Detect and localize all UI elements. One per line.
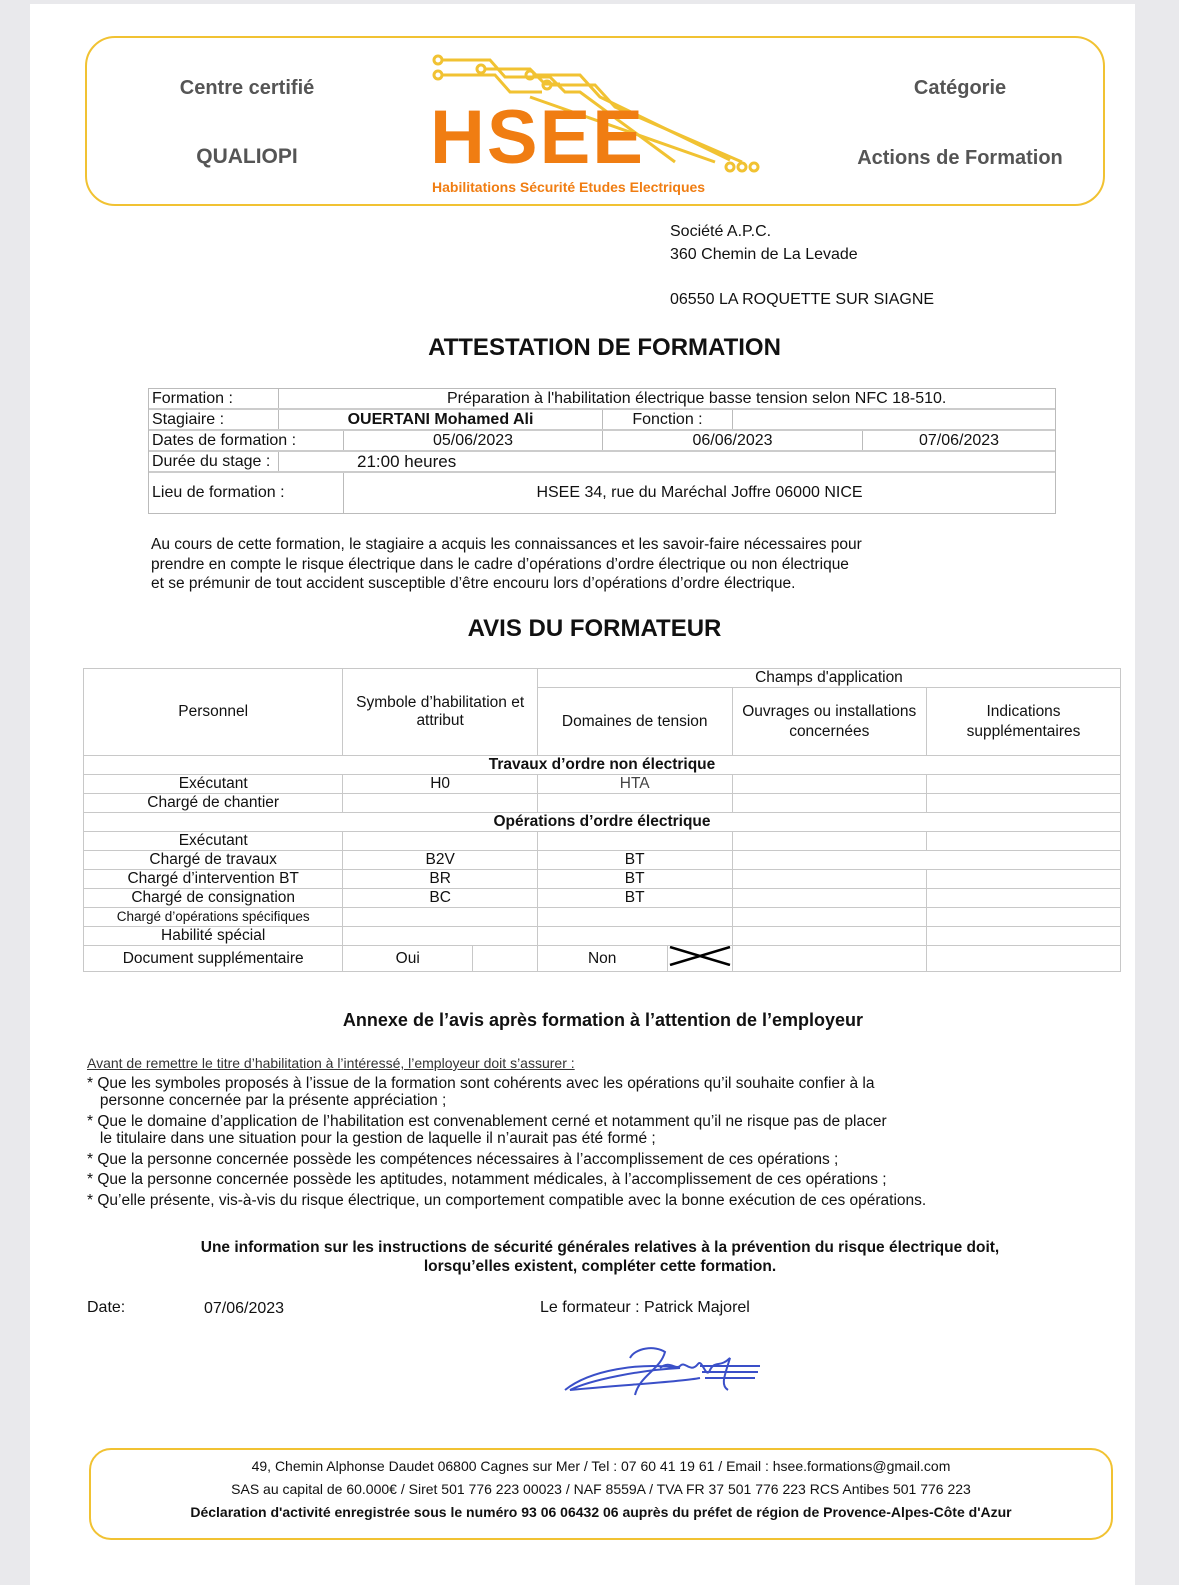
ouvrages-cell xyxy=(732,889,927,908)
domaine-cell: BT xyxy=(537,870,732,889)
ouvrages-cell xyxy=(732,946,927,972)
signature xyxy=(560,1340,770,1400)
annex-item: * Que la personne concernée possède les compétences nécessaires à l’accomplissement de ces opérations ; xyxy=(87,1150,839,1168)
table-row xyxy=(84,832,1121,851)
stagiaire-row xyxy=(149,410,1055,431)
certified-label: Centre certifié xyxy=(179,77,315,99)
footer-banner xyxy=(89,1448,1113,1540)
personnel-cell: Chargé d’opérations spécifiques xyxy=(84,908,343,927)
table-row xyxy=(84,775,1121,794)
avis-table xyxy=(83,668,1121,972)
page-title: ATTESTATION DE FORMATION xyxy=(428,334,781,361)
note-line: lorsqu’elles existent, compléter cette formation. xyxy=(423,1258,777,1275)
domaine-cell: BT xyxy=(537,889,732,908)
date-1: 05/06/2023 xyxy=(344,431,603,450)
training-description xyxy=(151,535,862,594)
indications-cell xyxy=(927,927,1121,946)
personnel-cell: Exécutant xyxy=(84,775,343,794)
annex-list xyxy=(87,1053,926,1211)
domaine-cell xyxy=(537,794,732,813)
formation-row xyxy=(149,389,1055,410)
symbole-cell: B2V xyxy=(343,851,538,870)
duree-row xyxy=(149,452,1055,473)
hsee-logo xyxy=(430,52,770,202)
footer-legal: SAS au capital de 60.000€ / Siret 501 776 223 00023 / NAF 8559A / TVA FR 37 501 776 223 RCS Antibes 501 776 223 xyxy=(231,1481,971,1497)
domaine-cell xyxy=(537,908,732,927)
trainer-name: Le formateur : Patrick Majorel xyxy=(540,1299,750,1316)
header-champs: Champs d'application xyxy=(537,669,1120,688)
annex-intro: Avant de remettre le titre d’habilitation à l’intéressé, l’employeur doit s’assurer : xyxy=(87,1055,575,1071)
doc-supp-label: Document supplémentaire xyxy=(84,946,343,972)
fonction-value xyxy=(733,410,1055,429)
date-3: 07/06/2023 xyxy=(918,432,1000,449)
symbole-cell xyxy=(343,794,538,813)
signature-icon xyxy=(560,1340,770,1400)
annex-item: * Que le domaine d’application de l’habilitation est convenablement cerné et notamment qu’il ne risque pas de placer xyxy=(87,1112,887,1130)
safety-note xyxy=(0,1238,1179,1276)
annex-item: * Que la personne concernée possède les aptitudes, notamment médicales, à l’accomplissement de ces opérations ; xyxy=(87,1171,887,1188)
annex-title: Annexe de l’avis après formation à l’attention de l’employeur xyxy=(342,1010,864,1030)
recipient-line2: 360 Chemin de La Levade xyxy=(670,246,858,263)
symbole-cell: H0 xyxy=(343,775,538,794)
qualiopi-label: QUALIOPI xyxy=(196,145,298,168)
indications-cell xyxy=(927,870,1121,889)
ouvrages-cell xyxy=(732,908,927,927)
annex-item: le titulaire dans une situation pour la gestion de laquelle il n’aurait pas été formé ; xyxy=(87,1130,656,1147)
oui-checkbox[interactable] xyxy=(473,946,538,972)
symbole-cell: BR xyxy=(343,870,538,889)
ouvrages-cell xyxy=(732,870,927,889)
non-checkbox[interactable] xyxy=(667,946,732,972)
indications-cell xyxy=(927,794,1121,813)
symbole-cell xyxy=(343,832,538,851)
x-mark-icon xyxy=(668,946,732,966)
header-domaines: Domaines de tension xyxy=(537,688,732,756)
logo-text: HSEE xyxy=(430,95,645,180)
table-row xyxy=(84,851,1121,870)
ouvrages-cell xyxy=(732,832,927,851)
domaine-cell xyxy=(537,927,732,946)
symbole-cell xyxy=(343,908,538,927)
personnel-cell: Exécutant xyxy=(84,832,343,851)
duree-label: Durée du stage : xyxy=(149,452,279,471)
category-value: Actions de Formation xyxy=(857,147,1063,169)
date-value: 07/06/2023 xyxy=(204,1300,285,1317)
description-line: Au cours de cette formation, le stagiaire a acquis les connaissances et les savoir-faire nécessaires pour xyxy=(151,536,862,553)
footer-declaration: Déclaration d'activité enregistrée sous le numéro 93 06 06432 06 auprès du préfet de région de Provence-Alpes-Côte d'Azur xyxy=(190,1504,1012,1520)
lieu-row xyxy=(149,473,1055,513)
indications-cell xyxy=(927,832,1121,851)
ouvrages-cell xyxy=(732,794,927,813)
domaine-cell: HTA xyxy=(537,775,732,794)
note-line: Une information sur les instructions de sécurité générales relatives à la prévention du risque électrique doit, xyxy=(200,1239,1000,1256)
dates-row xyxy=(149,431,1055,452)
symbole-cell: BC xyxy=(343,889,538,908)
header-indications: Indications supplémentaires xyxy=(927,688,1121,756)
category-label: Catégorie xyxy=(913,77,1007,99)
domaine-cell: BT xyxy=(537,851,732,870)
indications-cell xyxy=(927,775,1121,794)
indications-cell xyxy=(927,889,1121,908)
section-electrique: Opérations d’ordre électrique xyxy=(84,813,1121,832)
ouvrages-cell xyxy=(732,775,927,794)
description-line: prendre en compte le risque électrique dans le cadre d’opérations d’ordre électrique ou non électrique xyxy=(151,555,849,573)
table-row xyxy=(84,908,1121,927)
formation-value: Préparation à l'habilitation électrique basse tension selon NFC 18-510. xyxy=(447,390,947,407)
symbole-cell xyxy=(343,927,538,946)
fonction-label: Fonction : xyxy=(603,410,733,429)
ouvrages-cell xyxy=(732,927,927,946)
footer-contact: 49, Chemin Alphonse Daudet 06800 Cagnes sur Mer / Tel : 07 60 41 19 61 / Email : hsee.formations@gmail.com xyxy=(251,1458,951,1474)
stagiaire-value: OUERTANI Mohamed Ali xyxy=(279,410,603,429)
personnel-cell: Habilité spécial xyxy=(84,927,343,946)
indications-cell xyxy=(927,946,1121,972)
doc-supp-row xyxy=(84,946,1121,972)
header-personnel: Personnel xyxy=(84,669,343,756)
lieu-value: HSEE 34, rue du Maréchal Joffre 06000 NICE xyxy=(536,484,863,501)
table-row xyxy=(84,889,1121,908)
personnel-cell: Chargé d’intervention BT xyxy=(84,870,343,889)
logo-subtitle: Habilitations Sécurité Etudes Electriques xyxy=(432,179,706,195)
annex-item: * Que les symboles proposés à l’issue de la formation sont cohérents avec les opérations qu’il souhaite confier à la xyxy=(87,1074,875,1092)
annex-item: * Qu’elle présente, vis-à-vis du risque électrique, un comportement compatible avec la bonne exécution de ces opérations. xyxy=(87,1191,927,1209)
date-2: 06/06/2023 xyxy=(603,431,863,450)
recipient-line3: 06550 LA ROQUETTE SUR SIAGNE xyxy=(670,291,935,308)
avis-title: AVIS DU FORMATEUR xyxy=(467,615,722,642)
personnel-cell: Chargé de chantier xyxy=(84,794,343,813)
doc-supp-oui: Oui xyxy=(343,946,473,972)
header-symbole: Symbole d’habilitation et attribut xyxy=(343,669,538,756)
table-row xyxy=(84,927,1121,946)
domaine-cell xyxy=(537,832,732,851)
recipient-line1: Société A.P.C. xyxy=(670,223,772,240)
indications-cell xyxy=(927,908,1121,927)
duree-value: 21:00 heures xyxy=(357,452,457,471)
date-label: Date: xyxy=(87,1299,126,1316)
description-line: et se prémunir de tout accident susceptible d’être encouru lors d’opérations d’ordre électrique. xyxy=(151,575,796,592)
doc-supp-non: Non xyxy=(537,946,667,972)
personnel-cell: Chargé de consignation xyxy=(84,889,343,908)
training-info-table xyxy=(148,388,1056,514)
table-row xyxy=(84,794,1121,813)
formation-label: Formation : xyxy=(149,389,279,408)
dates-label: Dates de formation : xyxy=(149,431,344,450)
personnel-cell: Chargé de travaux xyxy=(84,851,343,870)
section-non-electrique: Travaux d’ordre non électrique xyxy=(84,756,1121,775)
stagiaire-label: Stagiaire : xyxy=(149,410,279,429)
header-ouvrages: Ouvrages ou installations concernées xyxy=(732,688,927,756)
lieu-label: Lieu de formation : xyxy=(149,473,344,513)
annex-item: personne concernée par la présente appréciation ; xyxy=(87,1092,447,1109)
ouvrages-cell xyxy=(732,851,1121,870)
table-row xyxy=(84,870,1121,889)
